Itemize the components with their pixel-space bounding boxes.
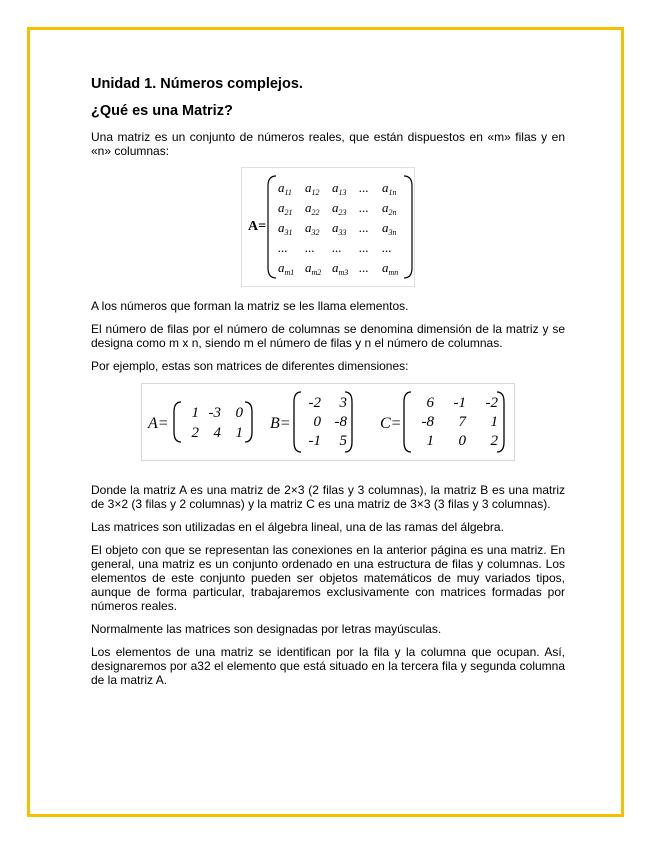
general-matrix-entry: ... (305, 240, 315, 255)
general-matrix-entry: $a_{m1}$ (278, 260, 295, 277)
general-matrix-entry: $a_{11}$ (278, 180, 292, 197)
right-bracket (404, 176, 412, 278)
left-bracket (268, 176, 276, 278)
example-matrix-entry: 1 (235, 425, 243, 441)
example-matrix-label: C= (380, 415, 402, 432)
general-matrix-entry: ... (359, 260, 369, 275)
example-matrix-entry: 6 (426, 395, 434, 411)
example-matrix-entry: -8 (421, 414, 434, 430)
example-matrix-entry: 3 (339, 395, 347, 411)
general-matrix-entry: $a_{3n}$ (382, 220, 397, 237)
general-matrix-entry: ... (359, 220, 369, 235)
example-matrix-entry: 0 (458, 433, 466, 449)
general-matrix-entry: $a_{31}$ (278, 220, 293, 237)
example-matrix-entry: 1 (426, 433, 434, 449)
paragraph-b-2: Las matrices son utilizadas en el álgebra lineal, una de las ramas del álgebra. (91, 520, 504, 534)
general-matrix-entry: $a_{22}$ (305, 200, 320, 217)
example-matrix-entry: -8 (334, 414, 347, 430)
general-matrix-entry: $a_{1n}$ (382, 180, 397, 197)
paragraph-b-3: El objeto con que se representan las conexiones en la anterior página es una matriz. En general, una matriz es un conjunto ordenado en una estructura de filas y columnas. Los elementos de este conjunto pueden ser objetos matemáticos de muy variados tipos, aunque de forma particular, trabajaremos exclusivamente con matrices formadas por números reales. (91, 543, 565, 613)
example-matrix-entry: 7 (458, 414, 466, 430)
section-heading: ¿Qué es una Matriz? (91, 103, 233, 119)
example-left-bracket (294, 392, 301, 452)
example-matrix-entry: -2 (308, 395, 321, 411)
general-matrix-svg (242, 168, 414, 286)
document-body (91, 76, 565, 696)
general-matrix-entry: ... (359, 200, 369, 215)
example-matrix-label: A= (148, 415, 169, 432)
example-matrix-entry: 2 (490, 433, 498, 449)
general-matrix-label: A= (248, 219, 267, 234)
general-matrix-entry: $a_{13}$ (332, 180, 347, 197)
general-matrix-entry: $a_{2n}$ (382, 200, 397, 217)
example-right-bracket (245, 402, 252, 442)
example-matrix-entry: 5 (339, 433, 347, 449)
general-matrix-figure (241, 167, 415, 287)
example-matrix-entry: 0 (313, 414, 321, 430)
example-matrices-svg (142, 384, 514, 460)
example-matrices-figure (141, 383, 515, 461)
general-matrix-entry: ... (332, 240, 342, 255)
paragraph-b-5: Los elementos de una matriz se identifican por la fila y la columna que ocupan. Así, designaremos por a32 el elemento que está situado en la tercera fila y segunda columna de la matriz A. (91, 645, 565, 687)
general-matrix-entry: ... (359, 180, 369, 195)
paragraph-b-1: Donde la matriz A es una matriz de 2×3 (2 filas y 3 columnas), la matriz B es una matriz de 3×2 (3 filas y 2 columnas) y la matriz C es una matriz de 3×3 (3 filas y 3 columnas). (91, 483, 565, 511)
example-left-bracket (174, 402, 181, 442)
paragraph-a-3: Por ejemplo, estas son matrices de diferentes dimensiones: (91, 359, 409, 373)
general-matrix-entry: ... (382, 240, 392, 255)
example-matrix-entry: 1 (490, 414, 498, 430)
example-matrix-entry: -3 (208, 405, 221, 421)
intro-paragraph: Una matriz es un conjunto de números reales, que están dispuestos en «m» filas y en «n» columnas: (91, 130, 565, 158)
example-matrix-entry: -1 (308, 433, 321, 449)
paragraph-a-1: A los números que forman la matriz se les llama elementos. (91, 299, 409, 313)
example-matrix-entry: -1 (453, 395, 466, 411)
general-matrix-entry: $a_{m3}$ (332, 260, 349, 277)
general-matrix-entry: $a_{12}$ (305, 180, 320, 197)
paragraph-b-4: Normalmente las matrices son designadas por letras mayúsculas. (91, 622, 442, 636)
general-matrix-entry: $a_{33}$ (332, 220, 347, 237)
example-matrix-entry: 1 (191, 405, 199, 421)
general-matrix-entry: $a_{m2}$ (305, 260, 322, 277)
example-right-bracket (497, 392, 504, 452)
paragraph-a-2: El número de filas por el número de columnas se denomina dimensión de la matriz y se designa como m x n, siendo m el número de filas y n el número de columnas. (91, 322, 565, 350)
general-matrix-entry: $a_{32}$ (305, 220, 320, 237)
example-matrix-entry: 2 (191, 425, 199, 441)
general-matrix-entry: $a_{23}$ (332, 200, 347, 217)
unit-heading: Unidad 1. Números complejos. (91, 76, 303, 92)
example-matrix-label: B= (270, 415, 291, 432)
general-matrix-entry: $a_{21}$ (278, 200, 293, 217)
general-matrix-entry: ... (359, 240, 369, 255)
example-left-bracket (404, 392, 411, 452)
general-matrix-entry: $a_{mn}$ (382, 260, 399, 277)
general-matrix-entry: ... (278, 240, 288, 255)
example-matrix-entry: 4 (213, 425, 221, 441)
example-matrix-entry: 0 (235, 405, 243, 421)
example-matrix-entry: -2 (485, 395, 498, 411)
